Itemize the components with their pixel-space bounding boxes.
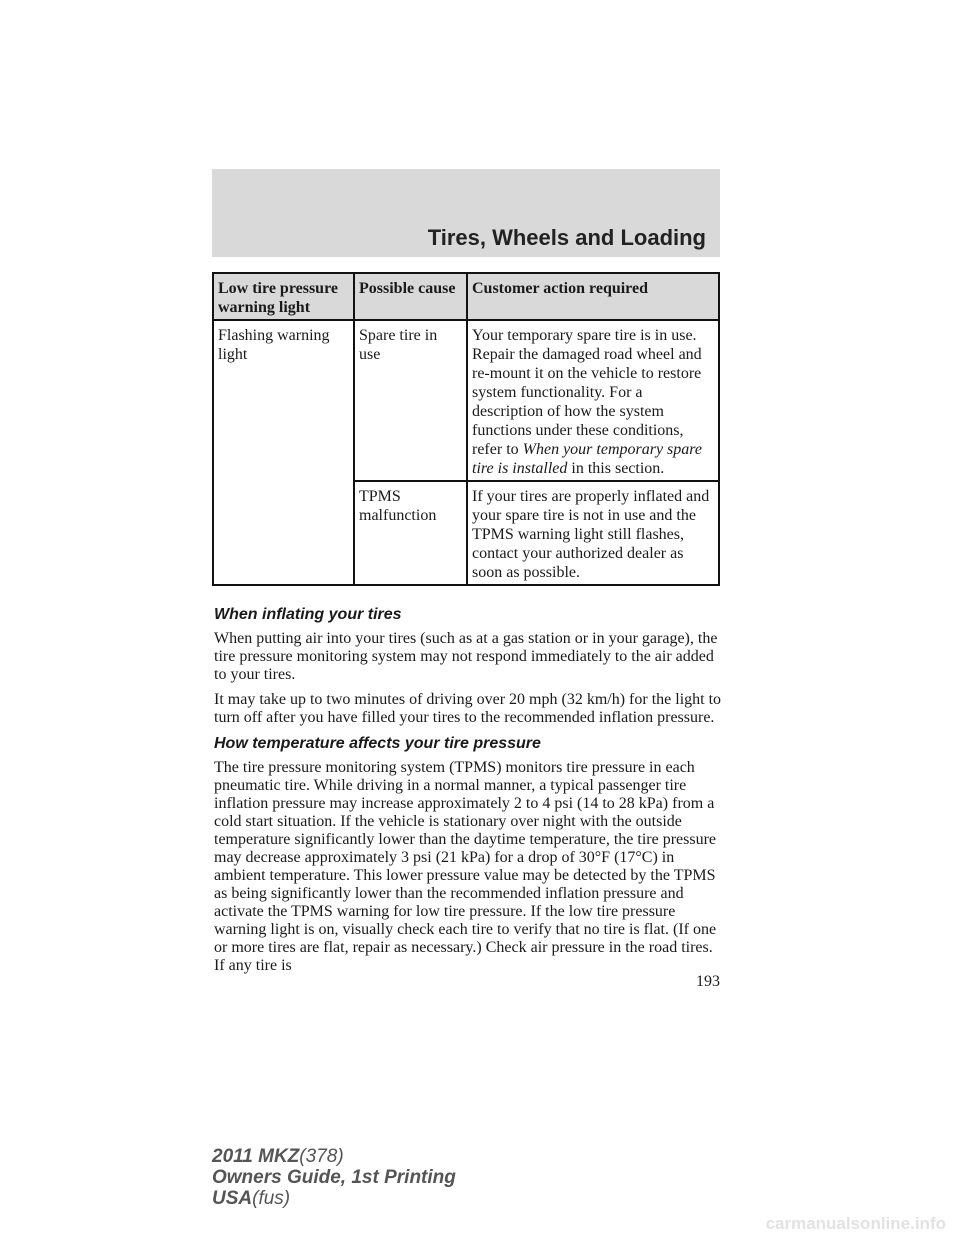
paragraph: When putting air into your tires (such as at a gas station or in your garage), the tire pressure monitoring system may not respond immediately to the air added to your tires. <box>214 630 718 683</box>
page-number: 193 <box>696 973 720 990</box>
table-row <box>213 320 719 481</box>
cause-cell: Spare tire in use <box>354 320 467 481</box>
paragraph: The tire pressure monitoring system (TPMS) monitors tire pressure in each pneumatic tire. While driving in a normal manner, a typical passenger tire inflation pressure may increase approximately 2 to 4 psi (14 to 28 kPa) from a cold start situation. If the vehicle is stationary over night with the outside temperature significantly lower than the daytime temperature, the tire pressure may decrease approximately 3 psi (21 kPa) for a drop of 30°F (17°C) in ambient temperature. This lower pressure value may be detected by the TPMS as being significantly lower than the recommended inflation pressure and activate the TPMS warning for low tire pressure. If the low tire pressure warning light is on, visually check each tire to verify that no tire is flat. (If one or more tires are flat, repair as necessary.) Check air pressure in the road tires. If any tire is <box>214 759 717 974</box>
section-heading: When inflating your tires <box>214 606 402 623</box>
table-row <box>213 481 719 585</box>
action-text: Your temporary spare tire is in use. Repair the damaged road wheel and re-mount it on the vehicle to restore system functionality. For a description of how the system functions under these conditions, refer to <box>472 327 702 458</box>
warning-light-table <box>212 272 720 586</box>
warning-light-cell: Flashing warning light <box>213 320 354 481</box>
watermark: carmanualsonline.info <box>765 1214 946 1233</box>
footer <box>212 1146 456 1209</box>
footer-line-printing: Owners Guide, 1st Printing <box>212 1167 456 1188</box>
section-header-band <box>212 169 720 257</box>
body-text <box>214 605 724 982</box>
warning-light-cell-continued <box>213 481 354 585</box>
column-header-customer-action: Customer action required <box>467 273 719 320</box>
column-header-warning-light: Low tire pressure warning light <box>213 273 354 320</box>
column-header-possible-cause: Possible cause <box>354 273 467 320</box>
footer-line-region: USA(fus) <box>212 1188 291 1209</box>
table-header-row <box>213 273 719 320</box>
footer-line-model: 2011 MKZ(378) <box>212 1146 344 1167</box>
cause-cell: TPMS malfunction <box>354 481 467 585</box>
section-title: Tires, Wheels and Loading <box>427 225 706 250</box>
cross-reference-link: When your temporary spare tire is installed <box>472 441 703 477</box>
action-cell: If your tires are properly inflated and your spare tire is not in use and the TPMS warning light still flashes, contact your authorized dealer as soon as possible. <box>467 481 719 585</box>
section-heading: How temperature affects your tire pressure <box>214 735 541 752</box>
paragraph: It may take up to two minutes of driving over 20 mph (32 km/h) for the light to turn off after you have filled your tires to the recommended inflation pressure. <box>214 691 722 726</box>
action-text-end: in this section. <box>571 460 665 477</box>
action-cell <box>467 320 719 481</box>
